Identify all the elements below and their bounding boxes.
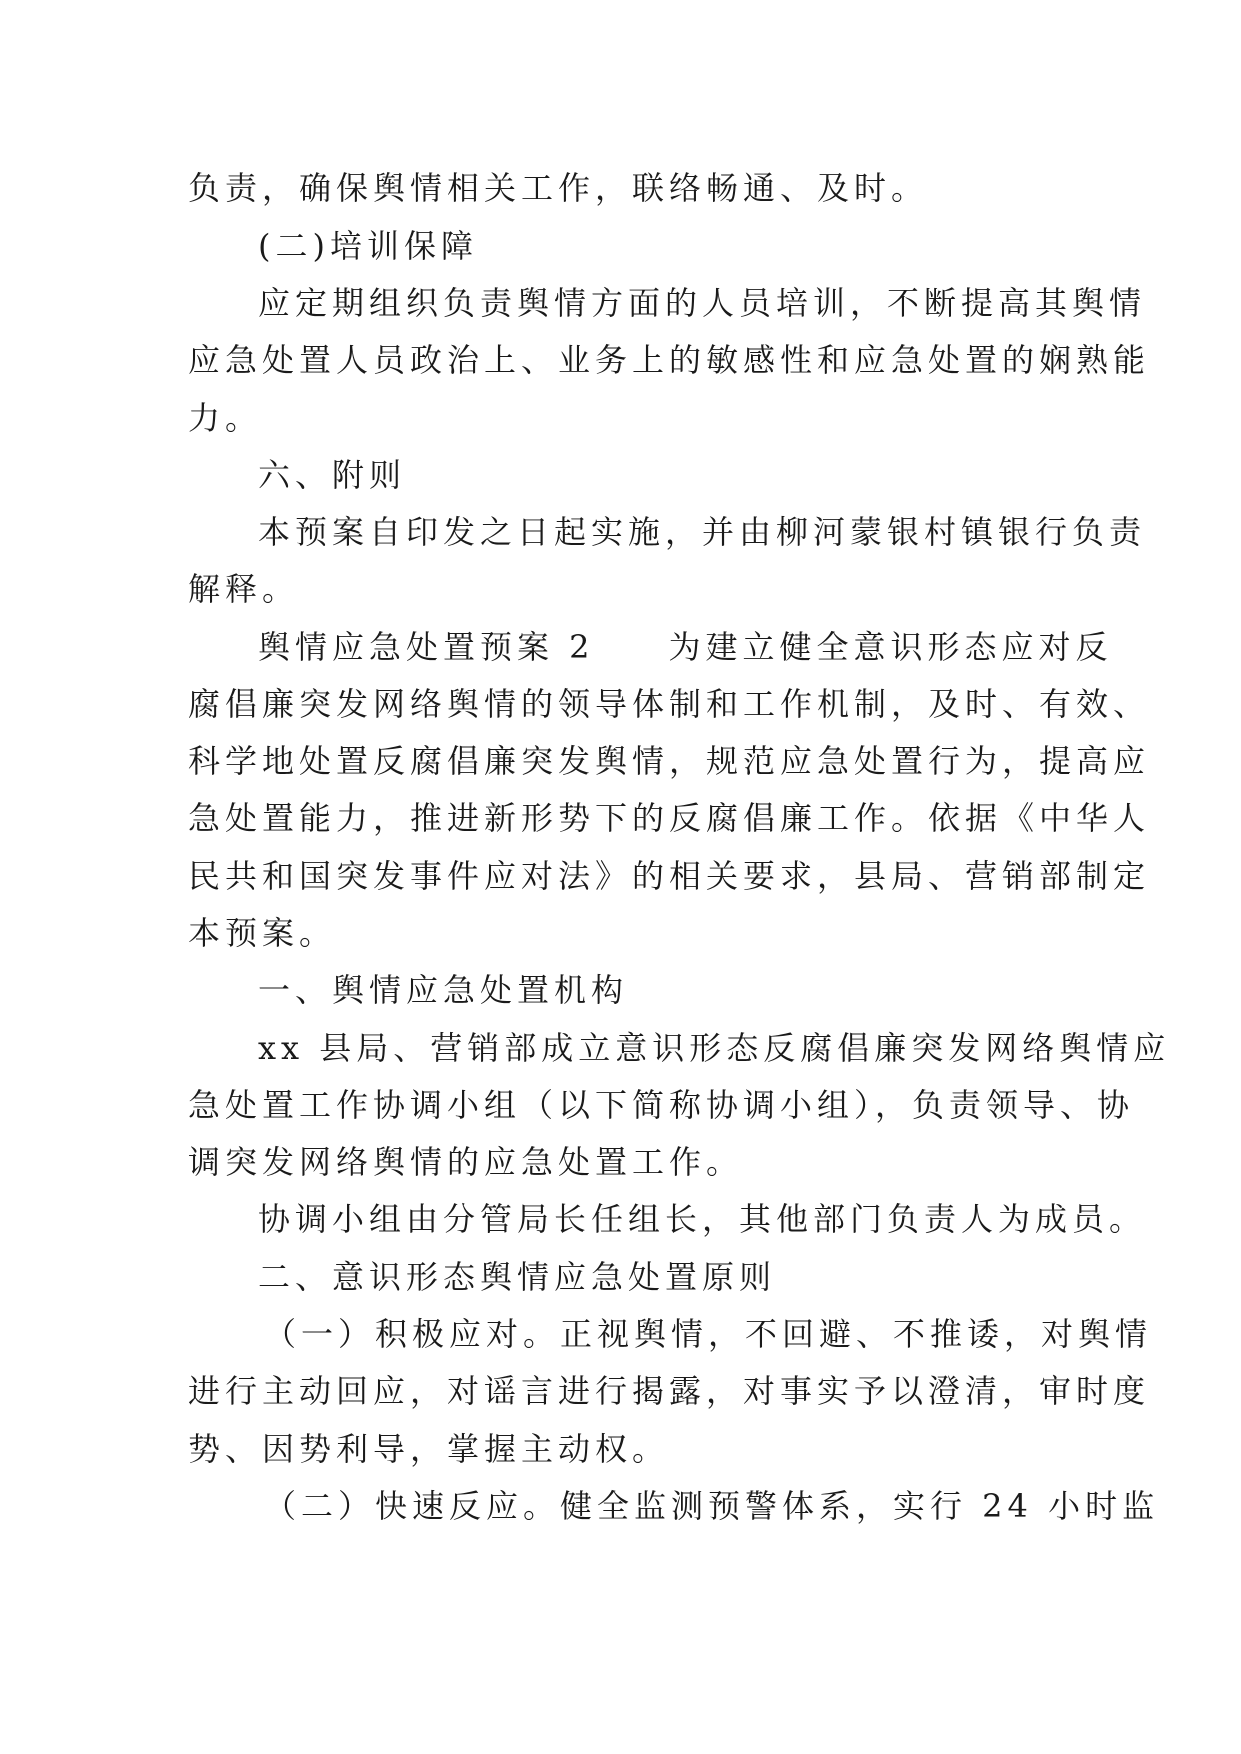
paragraph-line: 应定期组织负责舆情方面的人员培训，不断提高其舆情 (258, 284, 1147, 322)
paragraph-line: 本预案自印发之日起实施，并由柳河蒙银村镇银行负责 (258, 513, 1147, 551)
section-heading: 六、附则 (258, 456, 407, 494)
paragraph-line: 本预案。 (188, 914, 337, 952)
paragraph-line: 应急处置人员政治上、业务上的敏感性和应急处置的娴熟能 (188, 341, 1151, 379)
paragraph-line: （二）快速反应。健全监测预警体系，实行 24 小时监 (264, 1487, 1160, 1525)
paragraph-line: xx 县局、营销部成立意识形态反腐倡廉突发网络舆情应 (258, 1029, 1171, 1067)
section-heading: (二)培训保障 (258, 227, 478, 265)
paragraph-line: 协调小组由分管局长任组长，其他部门负责人为成员。 (258, 1200, 1147, 1238)
paragraph-line: 科学地处置反腐倡廉突发舆情，规范应急处置行为，提高应 (188, 742, 1151, 780)
paragraph-line: 民共和国突发事件应对法》的相关要求，县局、营销部制定 (188, 857, 1151, 895)
paragraph-line: 急处置工作协调小组（以下简称协调小组），负责领导、协 (188, 1086, 1135, 1124)
paragraph-line: 解释。 (188, 570, 300, 608)
paragraph-line: 腐倡廉突发网络舆情的领导体制和工作机制，及时、有效、 (188, 685, 1151, 723)
section-heading: 一、舆情应急处置机构 (258, 971, 629, 1009)
section-heading: 二、意识形态舆情应急处置原则 (258, 1258, 777, 1296)
paragraph-line: 进行主动回应，对谣言进行揭露，对事实予以澄清，审时度 (188, 1372, 1151, 1410)
paragraph-line: 势、因势利导，掌握主动权。 (188, 1430, 670, 1468)
paragraph-line: 负责，确保舆情相关工作，联络畅通、及时。 (188, 169, 929, 207)
paragraph-line: （一）积极应对。正视舆情，不回避、不推诿，对舆情 (264, 1315, 1153, 1353)
paragraph-line: 舆情应急处置预案 2 为建立健全意识形态应对反 (258, 628, 1113, 666)
paragraph-line: 急处置能力，推进新形势下的反腐倡廉工作。依据《中华人 (188, 799, 1151, 837)
paragraph-line: 调突发网络舆情的应急处置工作。 (188, 1143, 744, 1181)
paragraph-line: 力。 (188, 399, 263, 437)
